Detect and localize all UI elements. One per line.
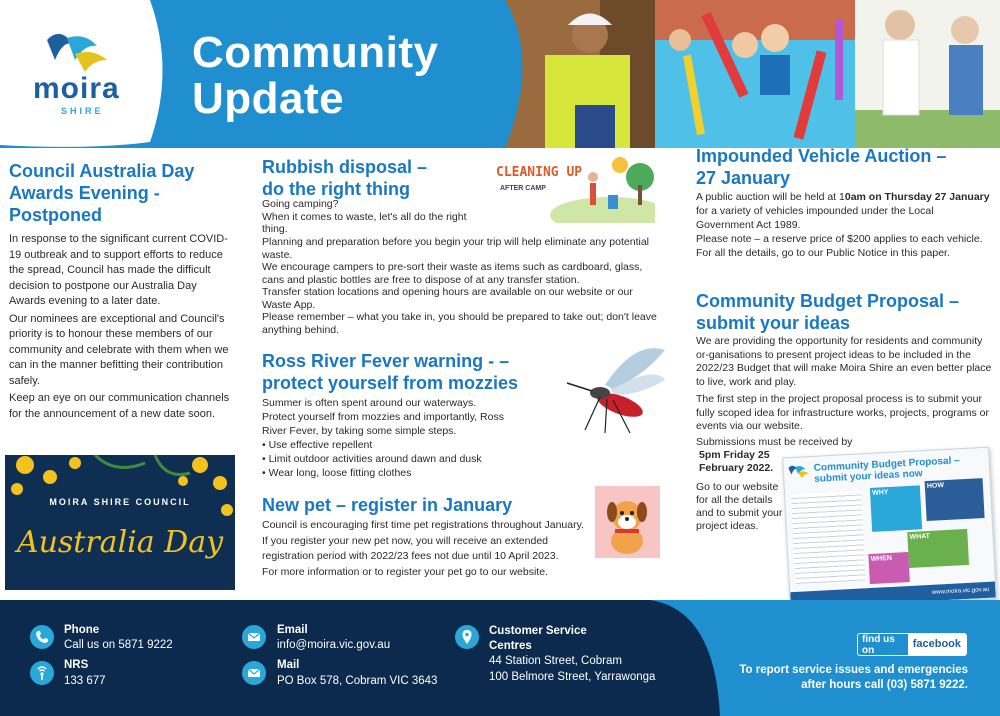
australia-day-heading: Council Australia Day Awards Evening - Postponed — [9, 161, 195, 225]
cleaning-up-title: CLEANING UP — [496, 165, 583, 180]
facebook-badge[interactable] — [857, 633, 967, 656]
auction-p1-bold: 0am on Thursday 27 January — [844, 191, 990, 203]
budget-deadline: 5pm Friday 25 February 2022. — [699, 449, 774, 474]
budget-p3: Submissions must be received by — [696, 436, 853, 448]
cleaning-up-illustration — [490, 155, 655, 223]
nrs-value[interactable]: 133 677 — [64, 675, 106, 687]
email-label: Email — [277, 624, 308, 636]
moira-shire-logo — [0, 0, 150, 145]
phone-label: Phone — [64, 624, 100, 636]
new-pet-body — [262, 518, 592, 580]
page-title-line2: Update — [192, 74, 345, 123]
phone-icon — [30, 625, 54, 649]
auction-p2: Please note – a reserve price of $200 applies to each vehicle. — [696, 233, 983, 245]
new-pet-p2: If you register your new pet now, you will receive an extended registration period with 2022/23 fees not due until 10 April 2023. — [262, 534, 559, 562]
rubbish-p2: When it comes to waste, let's all do the right thing. — [262, 210, 467, 235]
auction-p1-a: A public auction will be held at 1 — [696, 191, 845, 203]
rubbish-heading — [262, 156, 492, 200]
flyer-box-why: WHY — [870, 485, 922, 532]
seniors-walking-photo — [855, 0, 1000, 148]
cleaning-up-subtitle: AFTER CAMP — [500, 185, 546, 192]
email-value[interactable]: info@moira.vic.gov.au — [277, 639, 391, 651]
ross-river-heading-line2: protect yourself from mozzies — [262, 373, 519, 393]
after-hours-notice — [700, 663, 968, 693]
budget-deadline-block — [696, 436, 853, 533]
budget-flyer-image — [782, 447, 997, 610]
australia-day-p2: Our nominees are exceptional and Council's priority is to honour these members of our community and celebrate with them when we can in the manner befitting their contribution safely. — [9, 312, 229, 387]
new-pet-p3: For more information or to register your pet go to our website. — [262, 565, 548, 578]
budget-body — [696, 335, 996, 438]
facebook-find-text: find us on — [862, 633, 895, 656]
australia-day-card — [5, 455, 235, 590]
budget-heading-line1: Community Budget Proposal – — [696, 291, 960, 311]
rubbish-p5: Transfer station locations and opening hours are available on our website or our Waste App. — [262, 286, 633, 311]
mosquito-illustration — [565, 345, 670, 435]
rubbish-p4: We encourage campers to pre-sort their waste as items such as cardboard, glass, cans and plastic bottles are free to dispose of at any transfer station. — [262, 261, 643, 286]
budget-flyer-title: Community Budget Proposal – submit your ideas now — [813, 455, 960, 485]
rubbish-p6: Please remember – what you take in, you should be prepared to take out; don't leave anything behind. — [262, 311, 657, 336]
wattle-decoration — [5, 455, 235, 590]
budget-p4: Go to our website for all the details and to submit your project ideas. — [696, 481, 783, 532]
logo-subtext: SHIRE — [61, 106, 104, 116]
auction-p3: For all the details, go to our Public Notice in this paper. — [696, 247, 950, 259]
logo-wordmark: moira — [33, 72, 120, 105]
australia-day-card-script: Australia Day — [16, 525, 224, 560]
australia-day-article — [9, 160, 234, 424]
flyer-box-what: WHAT — [907, 529, 969, 568]
rubbish-intro — [262, 198, 490, 236]
email-icon — [242, 625, 266, 649]
budget-p1: We are providing the opportunity for residents and community or-ganisations to present project ideas to be included in the 2022/23 Budget that will make Moira Shire an even better place to live, work and play. — [696, 335, 992, 388]
auction-heading-line1: Impounded Vehicle Auction – — [696, 146, 947, 166]
ross-river-bullet: • Wear long, loose fitting clothes — [262, 467, 412, 479]
ross-river-bullet-list — [262, 438, 562, 480]
auction-body — [696, 190, 994, 260]
page-title-line1: Community — [192, 28, 439, 77]
ross-river-body — [262, 396, 562, 480]
ross-river-bullet: • Limit outdoor activities around dawn and dusk — [262, 453, 482, 465]
ross-river-bullet: • Use effective repellent — [262, 439, 373, 451]
new-pet-heading-wrap — [262, 494, 592, 516]
mail-icon — [242, 661, 266, 685]
mail-value: PO Box 578, Cobram VIC 3643 — [277, 675, 438, 687]
ross-river-heading — [262, 350, 562, 394]
budget-p2: The first step in the project proposal process is to submit your fully scoped idea for infrastructure works, projects, programs or events via our website. — [696, 393, 989, 432]
facebook-logo-text: facebook — [908, 634, 966, 655]
australia-day-card-council: MOIRA SHIRE COUNCIL — [49, 497, 191, 507]
auction-heading — [696, 145, 996, 189]
budget-heading — [696, 290, 996, 334]
puppy-illustration — [595, 486, 660, 558]
header-photo-strip — [505, 0, 1000, 148]
after-hours-line1: To report service issues and emergencies — [739, 664, 968, 676]
phone-value[interactable]: Call us on 5871 9222 — [64, 639, 173, 651]
flyer-text-lines — [791, 490, 866, 584]
australia-day-p1: In response to the significant current COVID-19 outbreak and to support efforts to reduce the spread, Council has made the difficult decision to postpone our Australia Day Awards evening to a later date. — [9, 233, 228, 307]
auction-p1-c: for a variety of vehicles impounded under the Local Government Act 1989. — [696, 205, 934, 231]
swimming-pool-photo — [655, 0, 855, 148]
centre-cobram: 44 Station Street, Cobram — [489, 655, 622, 667]
centres-label: Customer Service Centres — [489, 625, 587, 652]
centre-yarrawonga: 100 Belmore Street, Yarrawonga — [489, 671, 656, 683]
flyer-url: www.moira.vic.gov.au — [790, 582, 996, 609]
flyer-box-when: WHEN — [868, 552, 910, 584]
rubbish-p1: Going camping? — [262, 198, 339, 210]
flyer-logo-icon — [788, 463, 811, 480]
new-pet-heading: New pet – register in January — [262, 495, 513, 515]
ross-river-heading-line1: Ross River Fever warning - – — [262, 351, 510, 371]
nrs-label: NRS — [64, 659, 89, 671]
flyer-box-how: HOW — [925, 478, 985, 521]
nrs-icon — [30, 661, 54, 685]
ross-river-p1: Summer is often spent around our waterways. — [262, 397, 477, 409]
rubbish-p3: Planning and preparation before you begin your trip will help eliminate any potential waste. — [262, 236, 649, 261]
ross-river-p2: Protect yourself from mozzies and importantly, Ross River Fever, by taking some simple steps. — [262, 411, 504, 437]
after-hours-line2: after hours call (03) 5871 9222. — [801, 679, 968, 691]
logo-mark-icon — [45, 30, 110, 75]
rubbish-heading-line1: Rubbish disposal – — [262, 157, 428, 177]
auction-heading-line2: 27 January — [696, 168, 791, 188]
location-pin-icon — [455, 625, 479, 649]
rubbish-body — [262, 236, 662, 336]
mail-label: Mail — [277, 659, 300, 671]
budget-heading-line2: submit your ideas — [696, 313, 851, 333]
new-pet-p1: Council is encouraging first time pet registrations throughout January. — [262, 519, 584, 531]
australia-day-p3: Keep an eye on our communication channels for the announcement of a new date soon. — [9, 392, 230, 420]
rubbish-heading-line2: do the right thing — [262, 179, 410, 199]
